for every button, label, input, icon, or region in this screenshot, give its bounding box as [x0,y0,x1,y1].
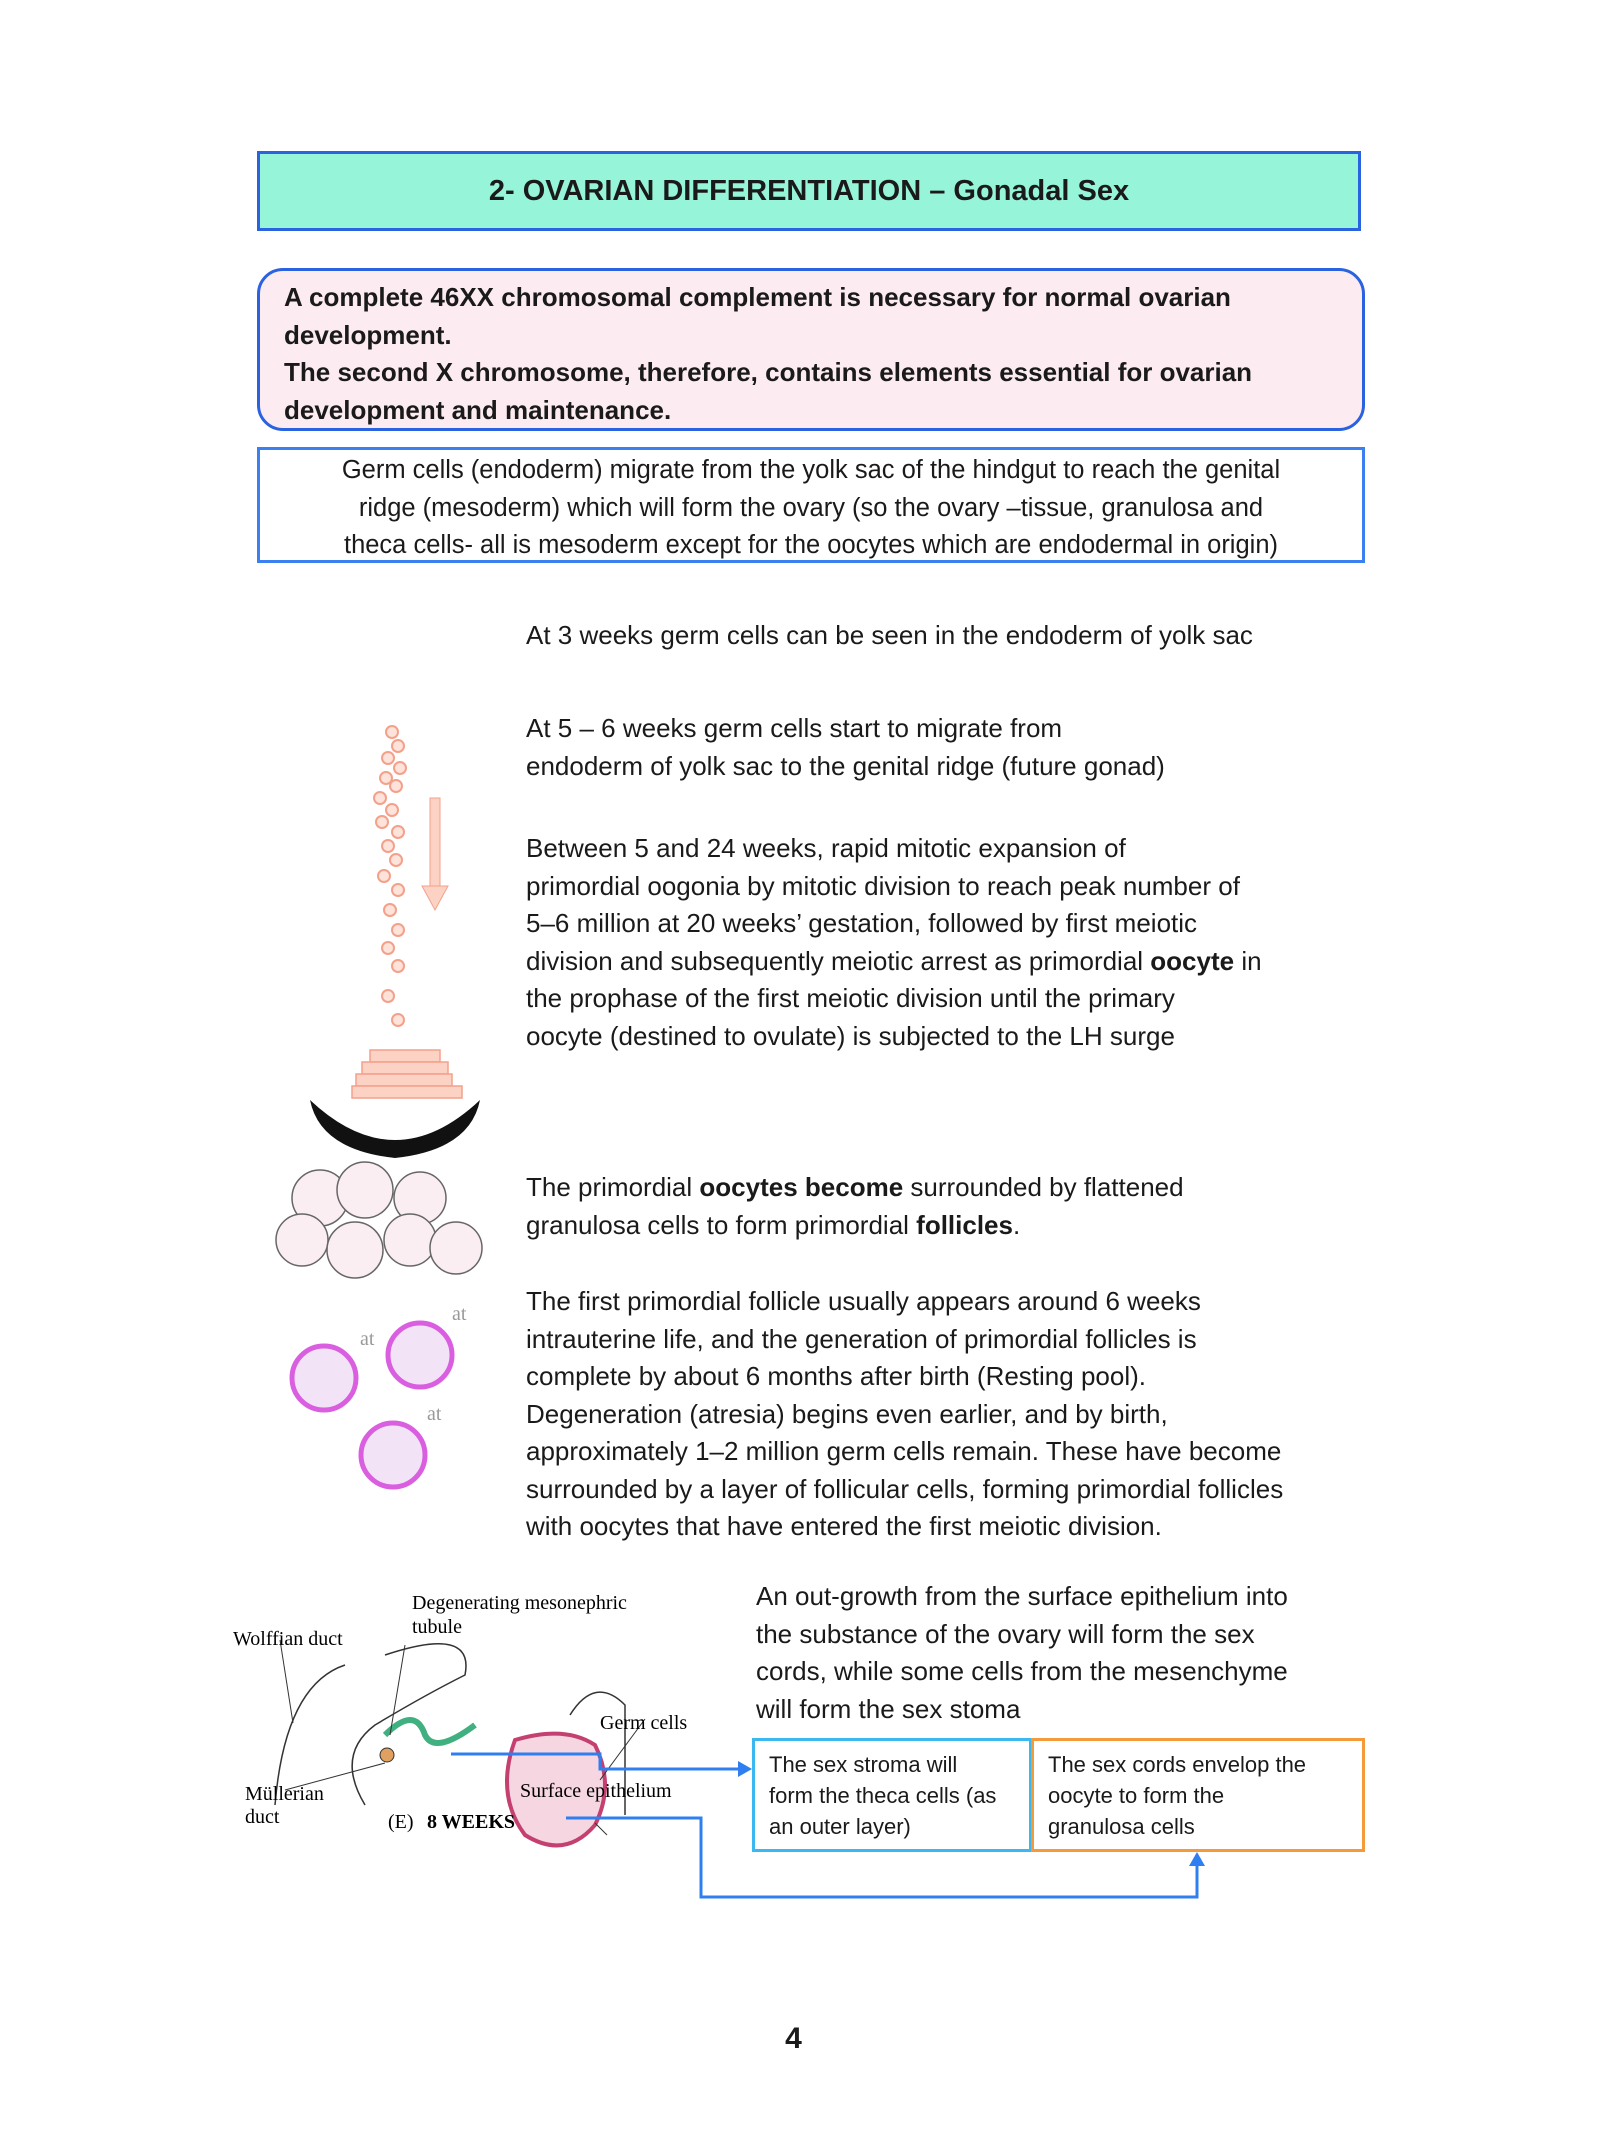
paragraph-sex-cords [756,1578,1288,1728]
paragraph-line [526,1471,1283,1509]
germ-line: theca cells- all is mesoderm except for the oocytes which are endodermal in origin) [343,531,1278,559]
section-title-text: 2- OVARIAN DIFFERENTIATION – Gonadal Sex [488,174,1130,207]
paragraph-line [526,1508,1283,1546]
arrow-right-icon [738,1761,752,1777]
paragraph-follicle-timeline [526,1283,1283,1546]
bold-text: oocyte [1150,945,1235,976]
paragraph-line [526,710,1165,748]
paragraph-line [526,830,1262,868]
label-germ-cells: Germ cells [600,1712,688,1734]
label-wolffian-duct: Wolffian duct [233,1628,343,1650]
paragraph-line [756,1653,1288,1691]
text-segment: surrounded by flattened [903,1172,1184,1202]
germ-line: Germ cells (endoderm) migrate from the yolk sac of the hindgut to reach the genital [341,456,1281,484]
paragraph-line [526,943,1262,981]
paragraph-line [526,905,1262,943]
text-segment: surrounded by a layer of follicular cells, forming primordial follicles [526,1473,1284,1504]
highlight-line: development and maintenance. [284,394,672,425]
stroma-line: The sex stroma will [769,1752,958,1777]
at-label-1: at [360,1328,375,1350]
cords-line: oocyte to form the [1048,1783,1225,1808]
text-segment: oocyte (destined to ovulate) is subjected to the LH surge [526,1020,1175,1051]
paragraph-line [526,868,1262,906]
arrow-down-icon [422,798,448,910]
text-segment: endoderm of yolk sac to the genital ridge (future gonad) [526,750,1165,781]
label-duct: duct [245,1806,280,1828]
cords-line: The sex cords envelop the [1048,1752,1307,1777]
highlight-line: development. [284,319,452,350]
text-segment: Degeneration (atresia) begins even earlier, and by birth, [526,1398,1168,1429]
paragraph-line [526,1169,1184,1207]
label-caption-letter: (E) [388,1811,414,1833]
text-segment: granulosa cells to form primordial [526,1209,917,1240]
stroma-line: form the theca cells (as [769,1783,997,1808]
label-surface-epithelium: Surface epithelium [520,1780,672,1802]
at-label-3: at [427,1403,442,1425]
paragraph-line [756,1578,1288,1616]
mesonephric-tubule [385,1720,475,1743]
text-segment: At 5 – 6 weeks germ cells start to migrate from [526,713,1063,743]
text-segment: in [1234,945,1262,976]
text-segment: cords, while some cells from the mesenchyme [756,1656,1288,1686]
text-segment: . [1012,1209,1021,1240]
sex-stroma-box [752,1738,1032,1852]
label-mullerian: Müllerian [245,1783,324,1805]
text-segment: approximately 1–2 million germ cells remain. These have become [526,1436,1282,1466]
bold-text: oocytes become [699,1172,904,1202]
paragraph-line [526,980,1262,1018]
migrating-germ-cells [374,726,406,1026]
bold-text: follicles [916,1209,1013,1240]
genital-ridge-shape [310,1100,480,1158]
germ-cell-migration-illustration [270,720,500,1520]
paragraph-primordial-follicles [526,1169,1184,1244]
text-segment: primordial oogonia by mitotic division to reach peak number of [526,870,1240,901]
text-segment: division and subsequently meiotic arrest as primordial [526,945,1151,976]
arrow-up-icon [1189,1852,1205,1866]
highlight-line: The second X chromosome, therefore, contains elements essential for ovarian [284,357,1253,387]
paragraph-line [526,1433,1283,1471]
text-segment: Between 5 and 24 weeks, rapid mitotic expansion of [526,833,1126,863]
text-segment: The primordial [526,1172,700,1202]
highlight-line: A complete 46XX chromosomal complement is necessary for normal ovarian [284,282,1231,312]
page-number: 4 [785,2022,802,2055]
chromosome-highlight-box [257,268,1365,431]
cords-line: granulosa cells [1048,1814,1195,1839]
paragraph-5-6-weeks [526,710,1165,785]
paragraph-line [526,1321,1283,1359]
paragraph-line [756,1616,1288,1654]
stroma-line: an outer layer) [769,1814,911,1839]
paragraph-3-weeks [526,617,1253,655]
paragraph-mitotic-expansion [526,830,1262,1055]
text-segment: the prophase of the first meiotic division until the primary [526,983,1175,1013]
at-label-2: at [452,1303,467,1325]
paragraph-line [526,1283,1283,1321]
label-8-weeks: 8 WEEKS [427,1811,515,1833]
text-segment: At 3 weeks germ cells can be seen in the endoderm of yolk sac [526,620,1253,650]
text-segment: the substance of the ovary will form the sex [756,1618,1255,1649]
text-segment: intrauterine life, and the generation of primordial follicles is [526,1323,1197,1354]
paragraph-line [526,617,1253,655]
paragraph-line [526,748,1165,786]
text-segment: 5–6 million at 20 weeks’ gestation, followed by first meiotic [526,908,1198,938]
section-title [257,151,1361,231]
germ-cell-cluster [352,1050,462,1098]
germ-cells-box [257,447,1365,563]
paragraph-line [526,1396,1283,1434]
paragraph-line [526,1018,1262,1056]
ovary-8-weeks-diagram [225,1585,705,1855]
sex-cords-box [1031,1738,1365,1852]
label-tubule: tubule [412,1616,462,1638]
text-segment: will form the sex stoma [756,1693,1021,1724]
germ-line: ridge (mesoderm) which will form the ovary (so the ovary –tissue, granulosa and [358,493,1264,522]
paragraph-line [756,1691,1288,1729]
oocyte-cluster [276,1162,482,1278]
paragraph-line [526,1358,1283,1396]
label-degenerating: Degenerating mesonephric [412,1592,627,1614]
text-segment: The first primordial follicle usually appears around 6 weeks [526,1286,1201,1316]
paragraph-line [526,1207,1184,1245]
text-segment: with oocytes that have entered the first meiotic division. [526,1511,1162,1541]
text-segment: An out-growth from the surface epithelium into [756,1581,1288,1611]
text-segment: complete by about 6 months after birth (Resting pool). [526,1361,1146,1391]
